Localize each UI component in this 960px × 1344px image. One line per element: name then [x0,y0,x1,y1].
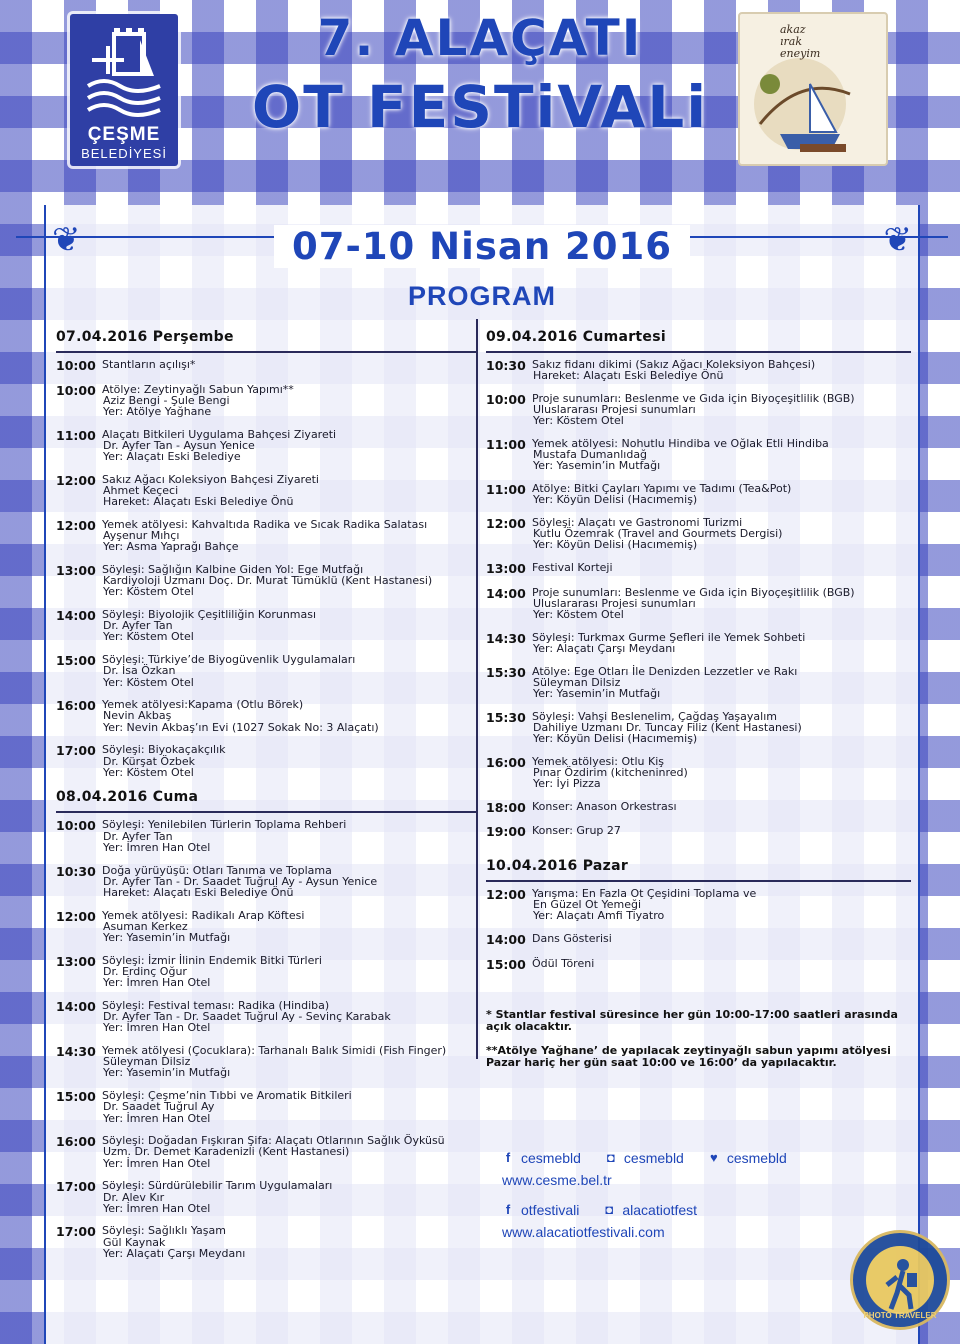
event-title: Söyleşi: İzmir İlinin Endemik Bitki Türleri [102,953,322,967]
event-detail-line: Yer: İmren Han Otel [103,1021,211,1035]
event-title: Sakız fidanı dikimi (Sakız Ağacı Koleksiyon Bahçesi) [532,358,816,371]
event-detail-line: Kutlu Özemrak (Travel and Gourmets Dergisi) [533,527,783,541]
event-detail-line: Uluslararası Projesi sunumları [533,596,696,610]
event-title: Doğa yürüyüşü: Otları Tanıma ve Toplama [102,863,332,877]
event-detail-line: Yer: Köstem Otel [103,675,194,689]
event-detail-line: Yer: Köyün Delisi (Hacımemiş) [533,538,698,552]
event-details [102,744,476,778]
event-title: Festival Korteji [532,561,613,575]
event-details [102,955,476,989]
event-time: 18:00 [486,799,526,815]
logo-line2: BELEDİYESİ [81,146,167,161]
website-festival[interactable]: www.alacatiotfestivali.com [502,1224,665,1240]
event-details [102,1000,476,1034]
event-details [532,517,911,551]
event-time: 17:00 [56,1179,96,1195]
event-time: 16:00 [56,1134,96,1150]
schedule-item [486,393,911,427]
schedule-item [56,1135,476,1169]
event-details [102,384,476,418]
title-line2: OT FESTiVALi [251,73,709,141]
schedule-item [486,958,911,971]
event-detail-line: Yer: Atölye Yağhane [103,404,212,418]
event-detail-line: Yer: Nevin Akbaş’ın Evi (1027 Sokak No: 3 Alaçatı) [103,720,379,734]
event-time: 14:00 [486,585,526,601]
social-row-1 [500,1150,920,1166]
event-title: Sakız Ağacı Koleksiyon Bahçesi Ziyareti [102,472,319,486]
event-details [102,699,476,733]
event-title: Yarışma: En Fazla Ot Çeşidini Toplama ve [532,886,757,900]
festival-dates: 07-10 Nisan 2016 [46,225,918,268]
festival-title [200,8,760,142]
schedule-item [486,438,911,472]
event-detail-line: Süleyman Dilsiz [103,1055,191,1069]
event-detail-line: Ayşenur Mıhçı [103,529,180,543]
schedule-item [486,483,911,505]
header [0,0,960,185]
notes [486,1009,906,1081]
event-title: Söyleşi: Sağlığın Kalbine Giden Yol: Ege Mutfağı [102,562,364,576]
event-details [532,632,911,654]
event-details [102,359,476,372]
event-details [102,609,476,643]
schedule-item [56,1045,476,1079]
schedule-item [486,801,911,814]
facebook-icon: f [505,1202,511,1217]
event-details [532,801,911,814]
event-time: 13:00 [486,561,526,577]
event-detail-line: Uzm. Dr. Demet Karadenizli (Kent Hastanesi) [103,1145,350,1159]
event-title: Ödül Töreni [532,956,595,970]
event-title: Stantların açılışı* [102,358,196,371]
schedule-item [56,744,476,778]
event-time: 12:00 [56,908,96,924]
event-title: Konser: Anason Orkestrası [532,799,677,813]
schedule-item [486,756,911,790]
event-detail-line: Yer: Köstem Otel [533,608,624,622]
event-time: 15:30 [486,709,526,725]
event-details [102,865,476,899]
event-title: Söyleşi: Sağlıklı Yaşam [102,1224,226,1238]
event-time: 14:30 [56,1044,96,1060]
event-details [532,933,911,946]
social-facebook-cesmebld[interactable]: f cesmebld [500,1150,581,1166]
event-title: Söyleşi: Turkmax Gurme Şefleri ile Yemek Sohbeti [532,630,806,644]
event-time: 12:00 [56,472,96,488]
schedule-item [56,955,476,989]
schedule-item [486,517,911,551]
twitter-icon: ♥ [709,1150,718,1165]
event-time: 16:00 [56,698,96,714]
event-time: 12:00 [56,517,96,533]
event-title: Yemek atölyesi: Radikalı Arap Köftesi [102,908,305,922]
schedule-item [56,429,476,463]
event-title: Atölye: Ege Otları İle Denizden Lezzetler ve Rakı [532,664,798,678]
event-details [532,888,911,922]
event-detail-line: En Güzel Ot Yemeği [533,898,642,912]
social-row-2 [500,1202,920,1218]
event-details [102,1045,476,1079]
event-detail-line: Ahmet Keçeci [103,483,179,497]
event-details [102,1180,476,1214]
event-detail-line: Hareket: Alaçatı Eski Belediye Önü [533,369,724,383]
event-time: 15:00 [56,1089,96,1105]
cesme-belediyesi-logo [70,14,178,166]
event-time: 10:00 [56,358,96,373]
event-detail-line: Hareket: Alaçatı Eski Belediye Önü [103,495,294,509]
schedule-item [56,1225,476,1259]
photo-traveler-watermark [850,1230,950,1330]
event-details [102,910,476,944]
event-details [532,587,911,621]
event-title: Atölye: Bitki Çayları Yapımı ve Tadımı (Tea&Pot) [532,482,792,496]
event-detail-line: Yer: Köstem Otel [103,585,194,599]
event-detail-line: Dr. Kürşat Özbek [103,754,195,768]
event-details [532,393,911,427]
schedule-item [56,865,476,899]
event-detail-line: Yer: İmren Han Otel [103,1111,211,1125]
schedule-item [56,1000,476,1034]
event-detail-line: Yer: Yasemin’in Mutfağı [103,931,231,945]
event-time: 15:00 [56,653,96,669]
event-detail-line: Kardiyoloji Uzmanı Doç. Dr. Murat Tümüklü (Kent Hastanesi) [103,574,433,588]
facebook-icon: f [505,1150,511,1165]
schedule-item [486,711,911,745]
event-detail-line: Yer: İyi Pizza [533,777,601,791]
social-instagram-alacatiotfest[interactable]: ◘ alacatiotfest [601,1202,697,1218]
event-time: 16:00 [486,754,526,770]
program-heading: PROGRAM [408,281,556,311]
event-detail-line: Mustafa Dumanlıdağ [533,448,648,462]
schedule-item [486,825,911,838]
schedule-item [486,933,911,946]
event-title: Söyleşi: Sürdürülebilir Tarım Uygulamaları [102,1179,333,1193]
schedule-item [486,666,911,700]
social-twitter-cesmebld[interactable]: ♥ cesmebld [706,1150,787,1166]
right-schedule-column [486,329,911,982]
event-detail-line: Dr. Ayfer Tan [103,829,173,843]
event-time: 12:00 [486,886,526,902]
event-detail-line: Yer: İmren Han Otel [103,976,211,990]
event-time: 10:00 [56,382,96,398]
emblem-text: akaz ırak eneyim [780,23,821,60]
event-title: Yemek atölyesi (Çocuklara): Tarhanalı Balık Simidi (Fish Finger) [102,1044,447,1058]
event-title: Söyleşi: Festival teması: Radika (Hindiba) [102,998,330,1012]
event-details [102,1225,476,1259]
event-time: 11:00 [56,427,96,443]
schedule-item [486,632,911,654]
schedule-item [56,1180,476,1214]
left-flourish-icon: ❦ [52,220,81,260]
event-title: Yemek atölyesi: Otlu Kiş [532,754,664,768]
event-time: 10:00 [486,391,526,407]
event-detail-line: Yer: İmren Han Otel [103,840,211,854]
event-detail-line: Yer: Köstem Otel [533,414,624,428]
day-heading: 10.04.2016 Pazar [486,858,911,882]
event-time: 10:00 [56,818,96,834]
event-detail-line: Yer: Köyün Delisi (Hacımemiş) [533,493,698,507]
event-detail-line: Dr. Saadet Tuğrul Ay [103,1100,215,1114]
event-time: 14:00 [486,932,526,948]
event-time: 14:30 [486,630,526,646]
schedule-item [56,564,476,598]
schedule-item [56,519,476,553]
event-title: Söyleşi: Doğadan Fışkıran Şifa: Alaçatı Otlarının Sağlık Öyküsü [102,1134,445,1148]
event-detail-line: Yer: İmren Han Otel [103,1156,211,1170]
schedule-item [56,609,476,643]
event-details [532,825,911,838]
schedule-item [56,699,476,733]
event-time: 11:00 [486,482,526,498]
spacer [486,850,911,858]
event-detail-line: Aziz Bengi - Şule Bengi [103,393,230,407]
social-instagram-cesmebld[interactable]: ◘ cesmebld [603,1150,684,1166]
social-facebook-otfestivali[interactable]: f otfestivali [500,1202,579,1218]
event-details [532,483,911,505]
day-heading: 07.04.2016 Perşembe [56,329,476,353]
event-details [102,519,476,553]
event-detail-line: Yer: Köstem Otel [103,630,194,644]
event-title: Yemek atölyesi: Nohutlu Hindiba ve Oğlak Etli Hindiba [532,437,829,451]
schedule-item [56,474,476,508]
event-time: 19:00 [486,824,526,840]
event-title: Proje sunumları: Beslenme ve Gıda için Biyoçeşitlilik (BGB) [532,391,855,405]
event-detail-line: Yer: Alaçatı Eski Belediye [103,450,241,464]
event-time: 11:00 [486,437,526,453]
event-title: Konser: Grup 27 [532,824,621,838]
event-details [532,711,911,745]
website-cesme[interactable]: www.cesme.bel.tr [502,1172,612,1188]
event-details [102,564,476,598]
schedule-item [486,359,911,381]
note-stands: * Stantlar festival süresince her gün 10:00-17:00 saatleri arasında açık olacaktır. [486,1008,898,1033]
event-detail-line: Yer: Yasemin’in Mutfağı [103,1066,231,1080]
event-detail-line: Yer: Alaçatı Çarşı Meydanı [533,641,676,655]
event-detail-line: Pınar Özdirim (kitcheninred) [533,766,688,780]
watermark-text: PHOTO TRAVELER [863,1311,937,1320]
event-time: 10:30 [56,863,96,879]
event-time: 17:00 [56,1224,96,1240]
event-time: 12:00 [486,516,526,532]
event-time: 15:00 [486,956,526,972]
event-details [532,562,911,575]
event-detail-line: Gül Kaynak [103,1235,166,1249]
event-detail-line: Dr. Ayfer Tan - Dr. Saadet Tuğrul Ay - Aysun Yenice [103,874,378,888]
schedule-item [486,587,911,621]
event-detail-line: Hareket: Alaçatı Eski Belediye Önü [103,886,294,899]
event-detail-line: Dr. Alev Kır [103,1190,165,1204]
event-details [102,1090,476,1124]
event-detail-line: Dahiliye Uzmanı Dr. Tuncay Filiz (Kent Hastanesi) [533,720,802,734]
schedule-item [56,910,476,944]
event-title: Dans Gösterisi [532,932,612,946]
column-divider [476,319,478,1059]
event-detail-line: Dr. Ayfer Tan - Dr. Saadet Tuğrul Ay - Sevinç Karabak [103,1010,391,1024]
event-details [532,438,911,472]
castle-wave-logo-icon [84,26,164,118]
event-title: Yemek atölyesi: Kahvaltıda Radika ve Sıcak Radika Salatası [102,517,428,531]
event-details [532,666,911,700]
day-heading: 09.04.2016 Cumartesi [486,329,911,353]
event-details [532,359,911,381]
logo-line1: ÇEŞME [87,124,161,145]
schedule-item [56,359,476,372]
event-details [102,474,476,508]
program-panel [44,205,920,1344]
event-details [102,819,476,853]
event-title: Söyleşi: Biyokaçakçılık [102,743,226,757]
event-time: 14:00 [56,998,96,1014]
event-detail-line: Yer: Asma Yaprağı Bahçe [103,540,239,554]
event-title: Atölye: Zeytinyağlı Sabun Yapımı** [102,382,294,396]
event-detail-line: Yer: Yasemin’in Mutfağı [533,459,661,473]
event-title: Söyleşi: Alaçatı ve Gastronomi Turizmi [532,516,743,530]
right-flourish-icon: ❦ [883,220,912,260]
instagram-icon: ◘ [606,1150,615,1165]
event-detail-line: Yer: Yasemin’in Mutfağı [533,687,661,701]
event-detail-line: Dr. Erdinç Oğur [103,965,187,979]
event-time: 13:00 [56,562,96,578]
event-detail-line: Yer: Alaçatı Çarşı Meydanı [103,1246,246,1260]
event-detail-line: Yer: İmren Han Otel [103,1201,211,1215]
event-title: Yemek atölyesi:Kapama (Otlu Börek) [102,698,304,712]
event-detail-line: Yer: Köyün Delisi (Hacımemiş) [533,732,698,746]
event-detail-line: Dr. İsa Özkan [103,664,176,678]
schedule-item [56,1090,476,1124]
event-detail-line: Dr. Ayfer Tan [103,619,173,633]
event-title: Söyleşi: Çeşme’nin Tıbbi ve Aromatik Bitkileri [102,1089,352,1103]
event-details [102,654,476,688]
event-title: Söyleşi: Vahşi Beslenelim, Çağdaş Yaşayalım [532,709,777,723]
event-details [102,1135,476,1169]
event-detail-line: Yer: Alaçatı Amfi Tiyatro [533,909,665,923]
event-detail-line: Uluslararası Projesi sunumları [533,403,696,417]
event-detail-line: Asuman Kerkez [103,919,188,933]
event-title: Söyleşi: Türkiye’de Biyogüvenlik Uygulamaları [102,653,356,667]
event-detail-line: Süleyman Dilsiz [533,675,621,689]
event-time: 14:00 [56,608,96,624]
schedule-item [486,562,911,575]
event-time: 17:00 [56,743,96,759]
event-details [532,756,911,790]
event-time: 10:30 [486,358,526,373]
event-time: 13:00 [56,953,96,969]
event-details [102,429,476,463]
event-detail-line: Yer: Köstem Otel [103,765,194,779]
event-time: 15:30 [486,664,526,680]
note-workshop: **Atölye Yağhane’ de yapılacak zeytinyağlı sabun yapımı atölyesi Pazar hariç her gün saat 10:00 ve 16:00’ da yapılacaktır. [486,1044,891,1069]
left-schedule-column [56,329,476,1271]
event-title: Söyleşi: Biyolojik Çeşitliliğin Korunması [102,608,317,622]
instagram-icon: ◘ [605,1202,614,1217]
title-line1: 7. ALAÇATI [317,9,643,67]
event-details [532,958,911,971]
event-detail-line: Dr. Ayfer Tan - Aysun Yenice [103,438,255,452]
day-heading: 08.04.2016 Cuma [56,789,476,813]
event-title: Alaçatı Bitkileri Uygulama Bahçesi Ziyareti [102,427,337,441]
event-detail-line: Nevin Akbaş [103,709,172,723]
schedule-item [56,819,476,853]
festival-emblem [738,12,888,166]
schedule-item [486,888,911,922]
schedule-item [56,654,476,688]
event-title: Proje sunumları: Beslenme ve Gıda için Biyoçeşitlilik (BGB) [532,585,855,599]
schedule-item [56,384,476,418]
event-title: Söyleşi: Yenilebilen Türlerin Toplama Rehberi [102,818,347,832]
